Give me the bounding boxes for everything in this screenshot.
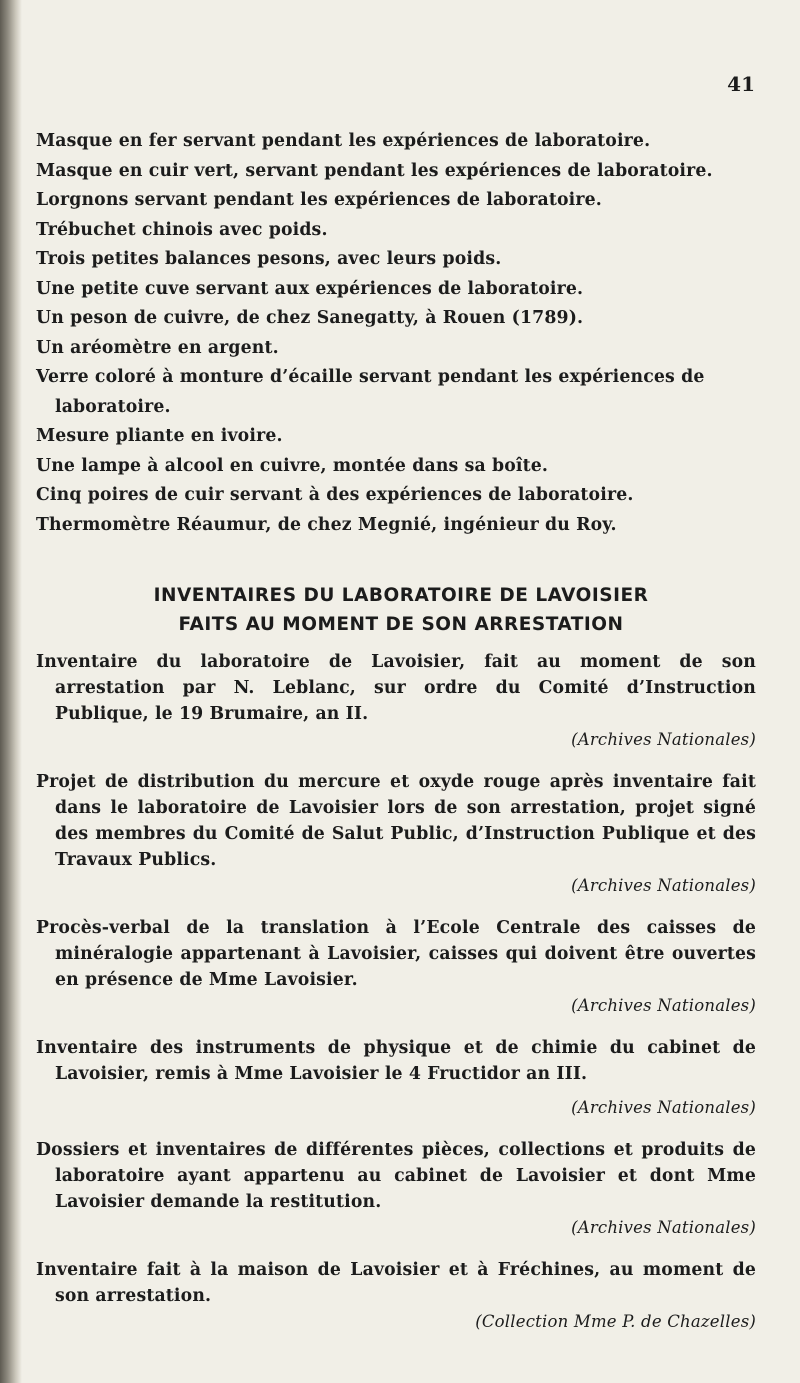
- entry-text: Procès-verbal de la translation à l’Ecole Centrale des caisses de minéralogie appartenant à Lavoisier, caisses qui doivent être ouvertes en présence de Mme Lavoisier.: [36, 918, 756, 990]
- list-item: Une lampe à alcool en cuivre, montée dans sa boîte.: [36, 455, 549, 476]
- list-item: Un peson de cuivre, de chez Sanegatty, à Rouen (1789).: [36, 308, 584, 328]
- entry-text: Inventaire fait à la maison de Lavoisier et à Fréchines, au moment de son arrestation.: [36, 1260, 756, 1306]
- entry-source: (Archives Nationales): [571, 730, 756, 749]
- entry-text: Inventaire du laboratoire de Lavoisier, fait au moment de son arrestation par N. Leblanc, sur ordre du Comité d’Instruction Publique, le 19 Brumaire, an II.: [36, 652, 756, 724]
- page-number: 41: [727, 72, 755, 96]
- inventory-entry: [36, 1257, 756, 1335]
- inventory-entry: [36, 1137, 756, 1241]
- entry-source: (Archives Nationales): [571, 876, 756, 895]
- list-item: Thermomètre Réaumur, de chez Megnié, ingénieur du Roy.: [36, 514, 617, 535]
- list-item: Verre coloré à monture d’écaille servant pendant les expériences de laboratoire.: [36, 367, 705, 417]
- entry-text: Dossiers et inventaires de différentes pièces, collections et produits de laboratoire ayant appartenu au cabinet de Lavoisier et dont Mme Lavoisier demande la restitution.: [36, 1140, 756, 1212]
- entry-source: (Archives Nationales): [571, 996, 756, 1015]
- entry-text: Inventaire des instruments de physique et de chimie du cabinet de Lavoisier, remis à Mme Lavoisier le 4 Fructidor an III.: [36, 1038, 756, 1084]
- list-item: Trois petites balances pesons, avec leurs poids.: [36, 249, 502, 269]
- entry-source: (Archives Nationales): [571, 1098, 756, 1117]
- inventory-entries: [36, 649, 756, 1335]
- list-item: Mesure pliante en ivoire.: [36, 426, 283, 446]
- section-title-line-1: INVENTAIRES DU LABORATOIRE DE LAVOISIER: [153, 585, 649, 606]
- list-item: Lorgnons servant pendant les expériences de laboratoire.: [36, 190, 602, 210]
- list-item: Masque en cuir vert, servant pendant les expériences de laboratoire.: [36, 160, 713, 181]
- list-item: Masque en fer servant pendant les expériences de laboratoire.: [36, 131, 651, 151]
- list-item: Trébuchet chinois avec poids.: [36, 219, 328, 240]
- page-gutter-shadow: [0, 0, 22, 1383]
- entry-source: (Collection Mme P. de Chazelles): [475, 1312, 756, 1331]
- entry-source: (Archives Nationales): [571, 1218, 756, 1237]
- list-item: Un aréomètre en argent.: [36, 337, 279, 358]
- inventory-entry: [36, 915, 756, 1019]
- entry-text: Projet de distribution du mercure et oxyde rouge après inventaire fait dans le laboratoire de Lavoisier lors de son arrestation, projet signé des membres du Comité de Salut Public, d’Instruction Publique et des Travaux Publics.: [36, 772, 756, 870]
- inventory-entry: [36, 769, 756, 899]
- list-item: Cinq poires de cuir servant à des expériences de laboratoire.: [36, 485, 634, 505]
- inventory-entry: [36, 649, 756, 753]
- list-item: Une petite cuve servant aux expériences de laboratoire.: [36, 278, 584, 299]
- instrument-list: [36, 127, 756, 540]
- section-title-line-2: FAITS AU MOMENT DE SON ARRESTATION: [178, 614, 624, 635]
- inventory-entry: [36, 1035, 756, 1121]
